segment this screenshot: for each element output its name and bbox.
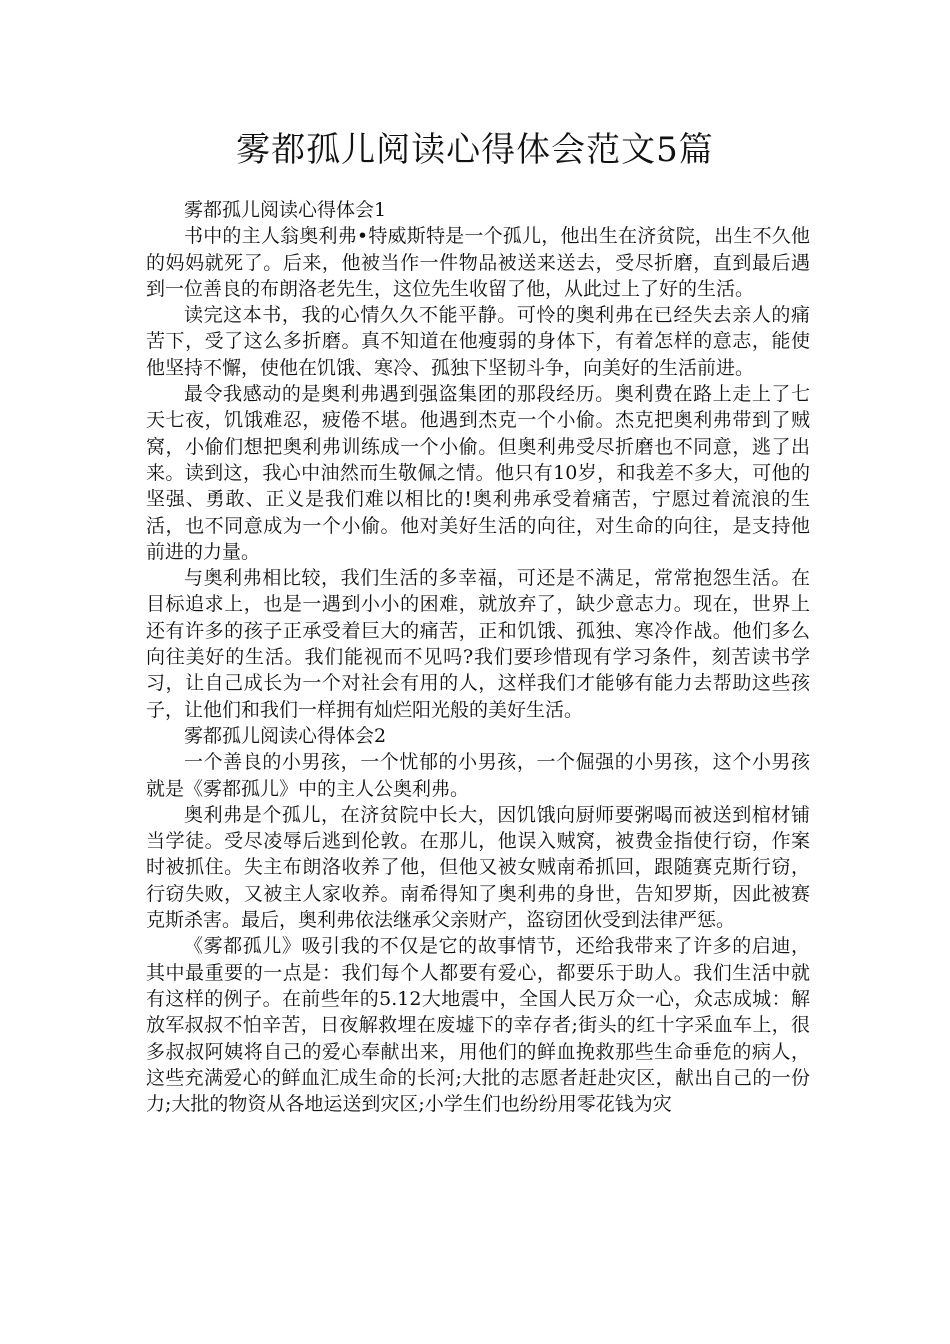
body-paragraph: 与奥利弗相比较，我们生活的多幸福，可还是不满足，常常抱怨生活。在目标追求上，也是一遇到小小的困难，就放弃了，缺少意志力。现在，世界上还有许多的孩子正承受着巨大的痛苦，正和饥饿、孤独、寒冷作战。他们多么向往美好的生活。我们能视而不见吗?我们要珍惜现有学习条件，刻苦读书学习，让自己成长为一个对社会有用的人，这样我们才能够有能力去帮助这些孩子，让他们和我们一样拥有灿烂阳光般的美好生活。 (146, 567, 810, 721)
body-paragraph: 最令我感动的是奥利弗遇到强盗集团的那段经历。奥利费在路上走上了七天七夜，饥饿难忍，疲倦不堪。他遇到杰克一个小偷。杰克把奥利弗带到了贼窝，小偷们想把奥利弗训练成一个小偷。但奥利弗受尽折磨也不同意，逃了出来。读到这，我心中油然而生敬佩之情。他只有10岁，和我差不多大，可他的坚强、勇敢、正义是我们难以相比的!奥利弗承受着痛苦，宁愿过着流浪的生活，也不同意成为一个小偷。他对美好生活的向往，对生命的向往，是支持他前进的力量。 (146, 383, 810, 563)
body-paragraph: 读完这本书，我的心情久久不能平静。可怜的奥利弗在已经失去亲人的痛苦下，受了这么多折磨。真不知道在他瘦弱的身体下，有着怎样的意志，能使他坚持不懈，使他在饥饿、寒冷、孤独下坚韧斗争，向美好的生活前进。 (146, 304, 810, 379)
document-body (146, 197, 810, 1117)
body-paragraph: 书中的主人翁奥利弗•特威斯特是一个孤儿，他出生在济贫院，出生不久他的妈妈就死了。后来，他被当作一件物品被送来送去，受尽折磨，直到最后遇到一位善良的布朗洛老先生，这位先生收留了他，从此过上了好的生活。 (146, 225, 810, 300)
body-paragraph: 《雾都孤儿》吸引我的不仅是它的故事情节，还给我带来了许多的启迪，其中最重要的一点是：我们每个人都要有爱心，都要乐于助人。我们生活中就有这样的例子。在前些年的5.12大地震中，全国人民万众一心，众志成城：解放军叔叔不怕辛苦，日夜解救埋在废墟下的幸存者;街头的红十字采血车上，很多叔叔阿姨将自己的爱心奉献出来，用他们的鲜血挽救那些生命垂危的病人，这些充满爱心的鲜血汇成生命的长河;大批的志愿者赶赴灾区，献出自己的一份力;大批的物资从各地运送到灾区;小学生们也纷纷用零花钱为灾 (146, 935, 810, 1116)
section-heading-2: 雾都孤儿阅读心得体会2 (184, 724, 387, 747)
section-heading-1: 雾都孤儿阅读心得体会1 (184, 199, 387, 221)
body-paragraph: 奥利弗是个孤儿，在济贫院中长大，因饥饿向厨师要粥喝而被送到棺材铺当学徒。受尽凌辱后逃到伦敦。在那儿，他误入贼窝，被费金指使行窃，作案时被抓住。失主布朗洛收养了他，但他又被女贼南希抓回，跟随赛克斯行窃，行窃失败，又被主人家收养。南希得知了奥利弗的身世，告知罗斯，因此被赛克斯杀害。最后，奥利弗依法继承父亲财产，盗窃团伙受到法律严惩。 (146, 803, 810, 932)
document-title: 雾都孤儿阅读心得体会范文5篇 (236, 130, 714, 170)
body-paragraph: 一个善良的小男孩，一个忧郁的小男孩，一个倔强的小男孩，这个小男孩就是《雾都孤儿》中的主人公奥利弗。 (146, 751, 810, 800)
